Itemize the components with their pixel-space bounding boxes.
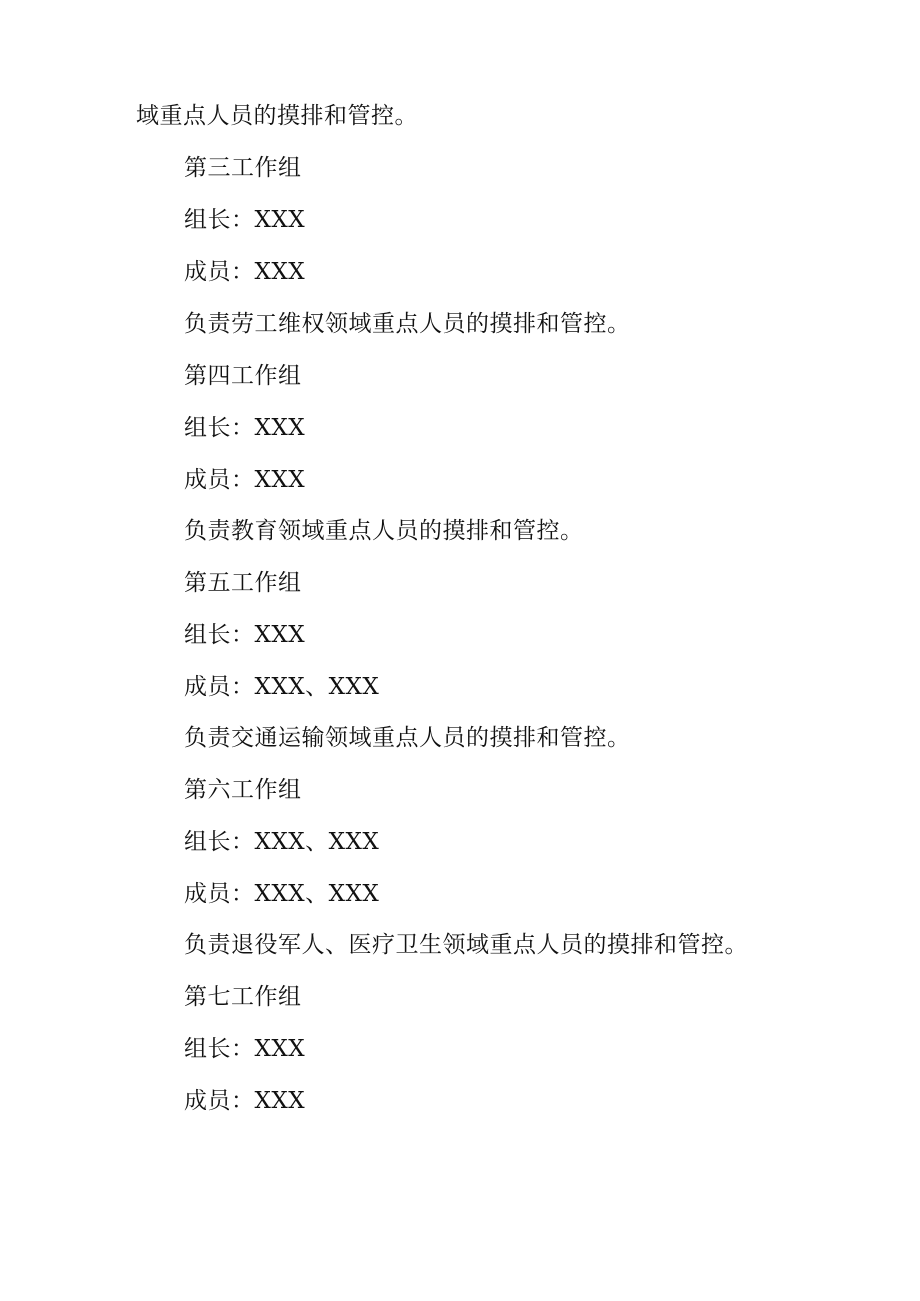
group-5-leader: 组长：XXX <box>184 622 306 648</box>
group-7-members: 成员：XXX <box>184 1088 306 1114</box>
group-6-leader: 组长：XXX、XXX <box>184 829 380 855</box>
group-6-members: 成员：XXX、XXX <box>184 881 380 907</box>
group-4-duty: 负责教育领域重点人员的摸排和管控。 <box>184 518 584 544</box>
group-4-leader: 组长：XXX <box>184 415 306 441</box>
group-5-heading: 第五工作组 <box>184 570 302 596</box>
group-3-duty: 负责劳工维权领域重点人员的摸排和管控。 <box>184 311 631 337</box>
group-7-leader: 组长：XXX <box>184 1036 306 1062</box>
group-7-heading: 第七工作组 <box>184 984 302 1010</box>
group-5-members: 成员：XXX、XXX <box>184 674 380 700</box>
group-3-members: 成员：XXX <box>184 259 306 285</box>
group-3-heading: 第三工作组 <box>184 155 302 181</box>
group-5-duty: 负责交通运输领域重点人员的摸排和管控。 <box>184 725 631 751</box>
group-4-heading: 第四工作组 <box>184 363 302 389</box>
group-4-members: 成员：XXX <box>184 467 306 493</box>
group-6-duty: 负责退役军人、医疗卫生领域重点人员的摸排和管控。 <box>184 932 748 958</box>
paragraph-continuation: 域重点人员的摸排和管控。 <box>136 103 418 129</box>
group-6-heading: 第六工作组 <box>184 777 302 803</box>
group-3-leader: 组长：XXX <box>184 207 306 233</box>
